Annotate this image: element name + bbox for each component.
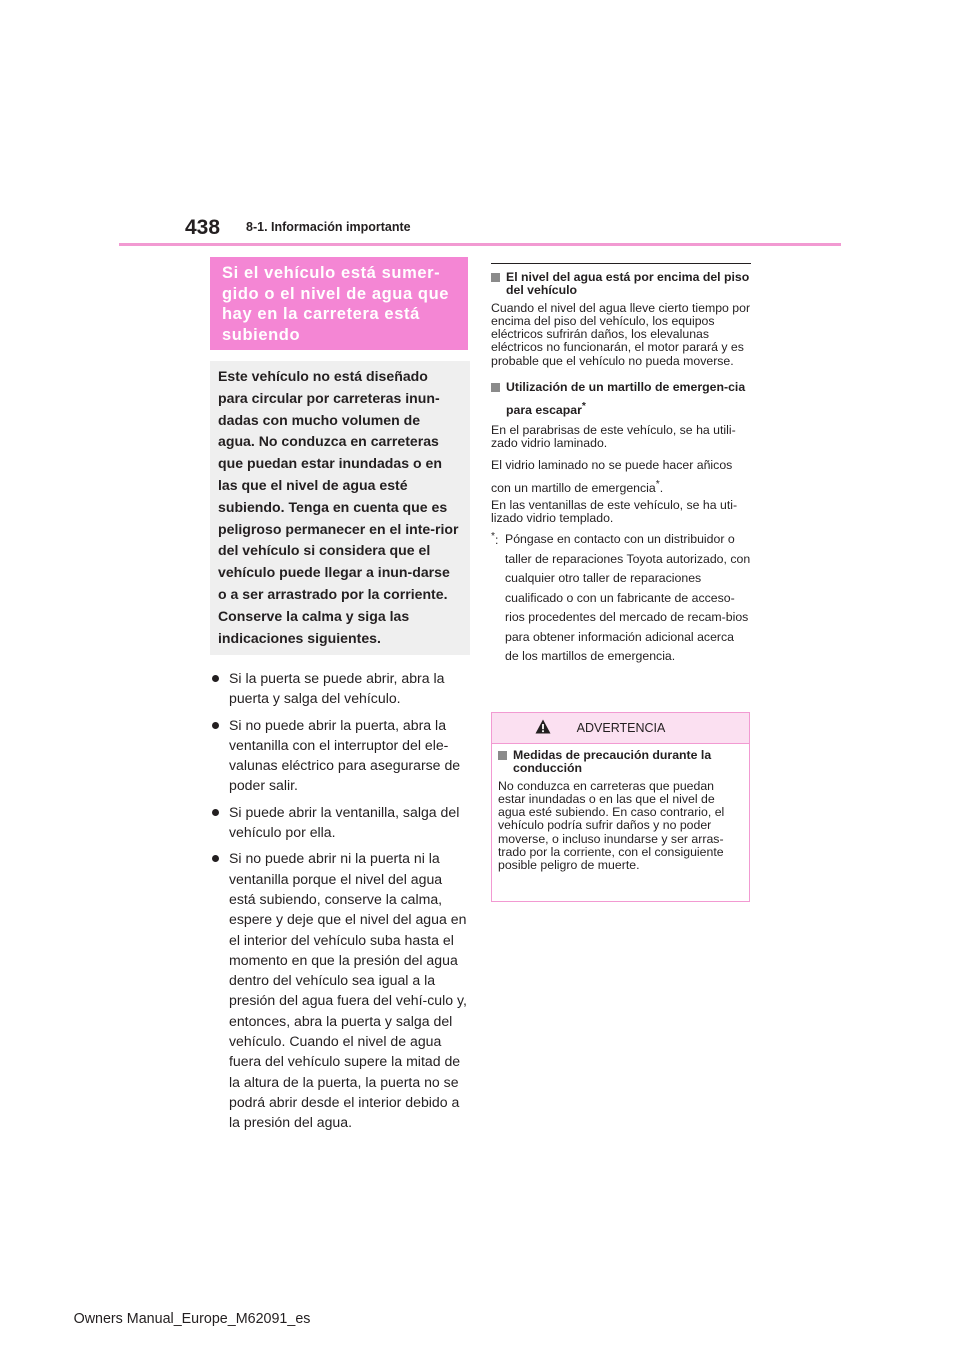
warning-triangle-icon xyxy=(535,719,551,734)
topic-title: Si el vehículo está sumer-gido o el nivel de agua que hay en la carretera está subiendo xyxy=(222,264,450,344)
footer-doc-id: Owners Manual_Europe_M62091_es xyxy=(73,1311,311,1327)
footnote xyxy=(491,530,751,667)
list-item xyxy=(212,848,470,1132)
instruction-list xyxy=(212,668,470,1139)
warning-text: No conduzca en carreteras que puedan estar inundadas o en las que el nivel de agua esté subiendo. En caso contrario, el vehículo podría sufrir daños y no poder moverse, o incluso inundarse y ser arras-trado por la corriente, con el consiguiente posible peligro de muerte. xyxy=(498,778,725,873)
warning-box xyxy=(491,712,750,902)
footnote-asterisk: * xyxy=(491,531,495,543)
warning-title: ADVERTENCIA xyxy=(576,721,666,735)
bullet-icon xyxy=(212,809,219,816)
square-bullet-icon xyxy=(491,273,500,282)
list-item-text: Si no puede abrir la puerta, abra la ventanilla con el interruptor del ele-valunas eléctrico para asegurarse de poder salir. xyxy=(229,716,461,794)
hammer-text-2-body: El vidrio laminado no se puede hacer añicos con un martillo de emergencia xyxy=(491,457,733,496)
warning-header xyxy=(492,713,749,744)
hammer-text-1: En el parabrisas de este vehículo, se ha utili-zado vidrio laminado. xyxy=(491,423,736,451)
list-item-text: Si la puerta se puede abrir, abra la puerta y salga del vehículo. xyxy=(229,670,445,707)
water-level-heading-text: El nivel del agua está por encima del piso del vehículo xyxy=(506,270,750,298)
warning-heading xyxy=(498,749,744,776)
bullet-icon xyxy=(212,722,219,729)
footnote-colon: : xyxy=(495,533,499,548)
water-level-heading xyxy=(491,271,751,298)
square-bullet-icon xyxy=(498,751,507,760)
intro-box xyxy=(210,361,470,655)
column-divider xyxy=(491,263,751,264)
list-item xyxy=(212,668,470,709)
list-item xyxy=(212,802,470,843)
square-bullet-icon xyxy=(491,383,500,392)
section-title: 8-1. Información importante xyxy=(246,220,411,234)
bullet-icon xyxy=(212,675,219,682)
hammer-text-2 xyxy=(491,456,751,499)
intro-text: Este vehículo no está diseñado para circular por carreteras inun-dadas con mucho volumen de agua. No conduzca en carreteras que puedan estar inundadas o en las que el nivel de agua esté subiendo. Tenga en cuenta que es peligroso permanecer en el inte-rior del vehículo si considera que el vehículo puede llegar a inun-darse o a ser arrastrado por la corriente. Conserve la calma y siga las indicaciones siguientes. xyxy=(218,368,459,646)
topic-title-box xyxy=(210,257,468,350)
warning-heading-text: Medidas de precaución durante la conducción xyxy=(513,748,712,776)
footnote-asterisk: * xyxy=(655,479,660,491)
hammer-text-3: En las ventanillas de este vehículo, se ha uti-lizado vidrio templado. xyxy=(491,497,738,526)
header-divider xyxy=(119,243,841,246)
footnote-text: Póngase en contacto con un distribuidor o taller de reparaciones Toyota autorizado, con cualquier otro taller de reparaciones cualificado o con un fabricante de acceso-rios procedentes del mercado de recam-bios para obtener información adicional acerca de los martillos de emergencia. xyxy=(505,532,751,664)
bullet-icon xyxy=(212,855,219,862)
footnote-asterisk: * xyxy=(581,401,586,413)
hammer-heading-text: Utilización de un martillo de emergen-cia para escapar xyxy=(506,380,746,418)
water-level-text: Cuando el nivel del agua lleve cierto tiempo por encima del piso del vehículo, los equipos eléctricos sufrirán daños, los elevalunas eléctricos no funcionarán, el motor parará y es probable que el vehículo no pueda moverse. xyxy=(491,300,751,368)
warning-body xyxy=(492,744,749,873)
list-item xyxy=(212,715,470,796)
list-item-text: Si puede abrir la ventanilla, salga del vehículo por ella. xyxy=(229,803,460,841)
hammer-heading xyxy=(491,378,751,420)
page-number: 438 xyxy=(185,216,221,239)
footnote-marker xyxy=(491,530,505,667)
hammer-text-2-end: . xyxy=(659,481,664,496)
list-item-text: Si no puede abrir ni la puerta ni la ventanilla porque el nivel del agua está subiendo, conserve la calma, espere y deje que el nivel del agua en el interior del vehículo suba hasta el momento en que la presión del agua dentro del vehículo sea igual a la presión del agua fuera del vehí-culo y, entonces, abra la puerta y salga del vehículo. Cuando el nivel de agua fuera del vehículo supere la mitad de la altura de la puerta, la puerta no se podrá abrir desde el interior debido a la presión del agua. xyxy=(229,850,467,1131)
right-column xyxy=(491,263,751,667)
